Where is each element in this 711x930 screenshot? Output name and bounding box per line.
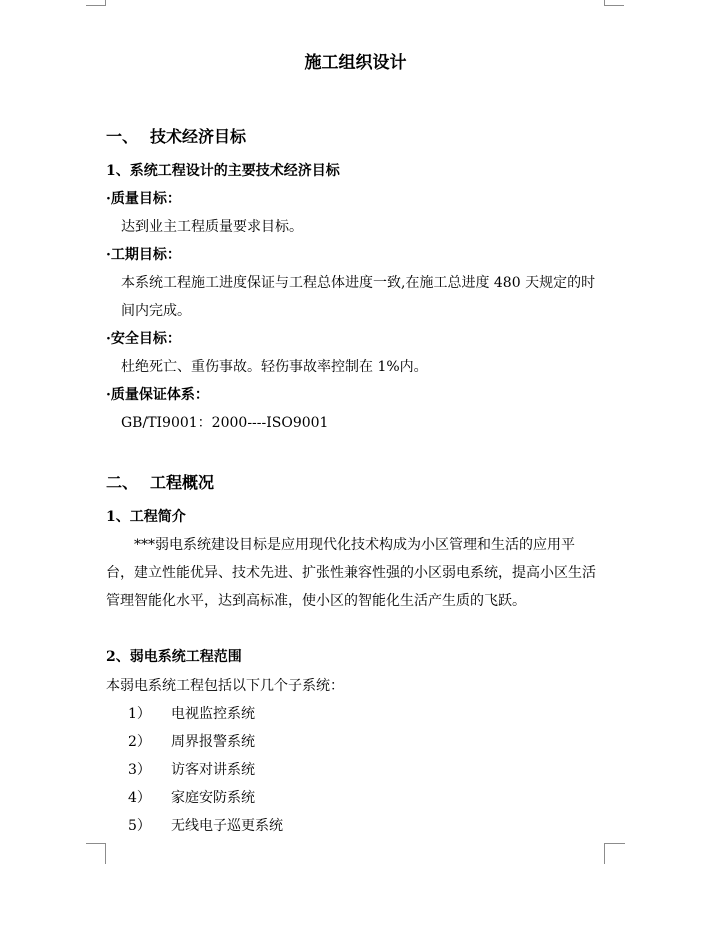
goal-label-schedule: ·工期目标： [106, 247, 181, 263]
list-item-number: 3） [128, 762, 151, 778]
goal-label-qa: ·质量保证体系： [106, 387, 209, 403]
intro-paragraph-line: ***弱电系统建设目标是应用现代化技术构成为小区管理和生活的应用平 [134, 537, 575, 553]
list-item: 无线电子巡更系统 [171, 818, 283, 834]
goal-label-quality: ·质量目标： [106, 191, 181, 207]
section-number: 一、 [106, 127, 139, 146]
section-heading: 工程概况 [150, 473, 215, 492]
list-item: 周界报警系统 [171, 734, 255, 750]
intro-paragraph-line: 管理智能化水平，达到高标准，使小区的智能化生活产生质的飞跃。 [106, 593, 526, 609]
list-item: 访客对讲系统 [171, 762, 255, 778]
section-number: 二、 [106, 473, 139, 492]
page-corner-mark [604, 843, 625, 864]
goal-text-schedule-line1: 本系统工程施工进度保证与工程总体进度一致,在施工总进度 480 天规定的时 [121, 275, 596, 291]
page-corner-mark [86, 843, 106, 864]
list-item-number: 1） [128, 706, 151, 722]
intro-paragraph-line: 台，建立性能优异、技术先进、扩张性兼容性强的小区弱电系统，提高小区生活 [106, 565, 596, 581]
subsection-heading: 1、系统工程设计的主要技术经济目标 [106, 163, 340, 179]
list-item: 家庭安防系统 [171, 790, 255, 806]
list-item: 电视监控系统 [171, 706, 255, 722]
section-heading: 技术经济目标 [150, 127, 247, 146]
list-item-number: 2） [128, 734, 151, 750]
subsection-heading: 2、弱电系统工程范围 [106, 649, 242, 665]
goal-text-safety: 杜绝死亡、重伤事故。轻伤事故率控制在 1%内。 [121, 359, 428, 375]
page-corner-mark [86, 5, 106, 6]
scope-intro: 本弱电系统工程包括以下几个子系统： [106, 678, 344, 694]
goal-text-qa: GB/TI9001：2000----ISO9001 [121, 415, 329, 431]
goal-text-quality: 达到业主工程质量要求目标。 [121, 219, 303, 235]
subsection-heading: 1、工程简介 [106, 509, 186, 525]
list-item-number: 5） [128, 818, 151, 834]
document-title: 施工组织设计 [304, 53, 407, 73]
page-corner-mark [604, 5, 624, 6]
goal-text-schedule-line2: 间内完成。 [121, 303, 191, 319]
goal-label-safety: ·安全目标： [106, 331, 181, 347]
list-item-number: 4） [128, 790, 151, 806]
